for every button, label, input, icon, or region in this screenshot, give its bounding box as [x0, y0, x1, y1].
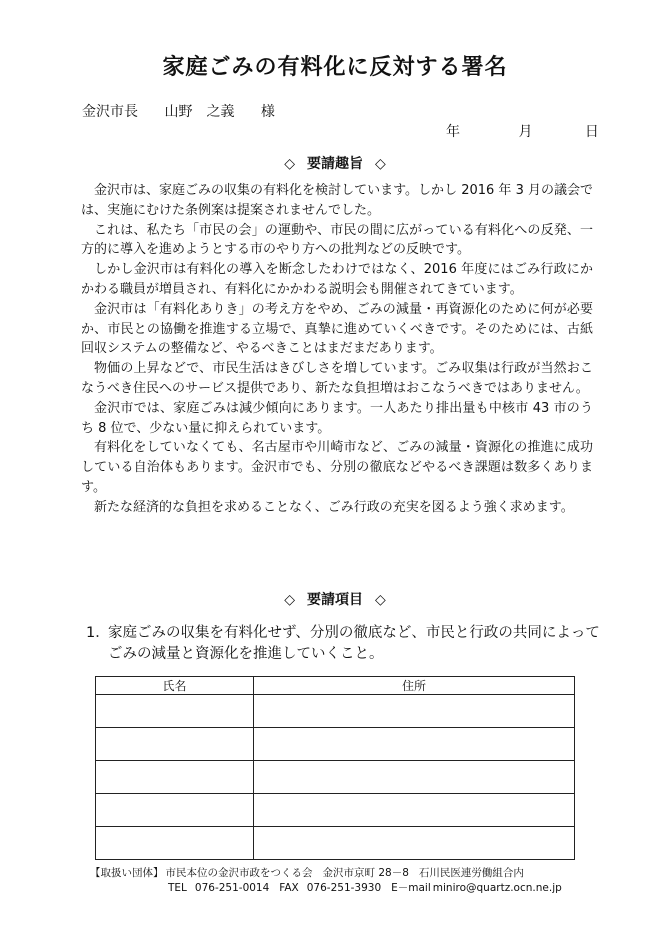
- fax-number: 076-251-3930: [306, 882, 382, 894]
- paragraph: 新たな経済的な負担を求めることなく、ごみ行政の充実を図るよう強く求めます。: [94, 499, 574, 515]
- address-cell[interactable]: [254, 761, 575, 794]
- addressee-honorific: 様: [260, 104, 275, 120]
- email-address: miniro@quartz.ocn.ne.jp: [432, 882, 562, 894]
- name-cell[interactable]: [96, 695, 254, 728]
- addressee-position: 金沢市長: [82, 104, 138, 120]
- name-cell[interactable]: [96, 728, 254, 761]
- date-day: 日: [584, 124, 599, 140]
- page-title: 家庭ごみの有料化に反対する署名: [162, 55, 508, 80]
- footer-org-sub: 石川民医連労働組合内: [418, 867, 524, 879]
- fax-label: FAX: [279, 882, 299, 894]
- table-header-row: [96, 677, 575, 695]
- section-heading-purpose: [0, 153, 670, 173]
- table-row: [96, 794, 575, 827]
- footer-label: 【取扱い団体】: [90, 867, 164, 879]
- tel-label: TEL: [168, 882, 187, 894]
- section-heading-requests: [0, 589, 670, 609]
- footer: [90, 866, 572, 896]
- footer-org: 市民本位の金沢市政をつくる会: [165, 867, 313, 879]
- section-title: 要請項目: [307, 592, 363, 608]
- email-label: E－mail: [391, 882, 431, 894]
- paragraph: これは、私たち「市民の会」の運動や、市民の間に広がっている有料化への反発、一方的に導入を進めようとする市のやり方への批判などの反映です。: [81, 222, 593, 258]
- section-title: 要請趣旨: [307, 156, 363, 172]
- name-cell[interactable]: [96, 761, 254, 794]
- request-number: 1．: [86, 625, 110, 641]
- paragraph: 物価の上昇などで、市民生活はきびしさを増しています。ごみ収集は行政が当然おこなうべき住民へのサービス提供であり、新たな負担増はおこなうべきではありません。: [81, 361, 593, 396]
- address-cell[interactable]: [254, 827, 575, 860]
- footer-row-contact: [168, 881, 572, 896]
- name-cell[interactable]: [96, 794, 254, 827]
- tel-number: 076-251-0014: [194, 882, 270, 894]
- diamond-icon: ◇: [375, 592, 386, 608]
- footer-address: 金沢市京町 28－8: [322, 867, 409, 879]
- paragraph: 有料化をしていなくても、名古屋市や川崎市など、ごみの減量・資源化の推進に成功している自治体もあります。金沢市でも、分別の徹底などやるべき課題は数多くあります。: [81, 440, 593, 495]
- name-cell[interactable]: [96, 827, 254, 860]
- column-header-name: 氏名: [96, 677, 254, 695]
- address-cell[interactable]: [254, 695, 575, 728]
- address-cell[interactable]: [254, 728, 575, 761]
- paragraph: 金沢市は、家庭ごみの収集の有料化を検討しています。しかし 2016 年 3 月の議会では、実施にむけた条例案は提案されませんでした。: [81, 183, 593, 218]
- paragraph: 金沢市では、家庭ごみは減少傾向にあります。一人あたり排出量も中核市 43 市のうち 8 位で、少ない量に抑えられています。: [81, 400, 593, 436]
- date-month: 月: [518, 124, 533, 140]
- table-row: [96, 761, 575, 794]
- signature-table: [95, 676, 575, 860]
- column-header-address: 住所: [254, 677, 575, 695]
- diamond-icon: ◇: [375, 156, 386, 172]
- diamond-icon: ◇: [284, 592, 295, 608]
- date-line: [446, 121, 599, 141]
- footer-row-org: [90, 866, 572, 881]
- date-year: 年: [446, 124, 460, 140]
- table-row: [96, 728, 575, 761]
- purpose-body: [81, 181, 593, 518]
- diamond-icon: ◇: [284, 156, 295, 172]
- address-cell[interactable]: [254, 794, 575, 827]
- paragraph: 金沢市は「有料化ありき」の考え方をやめ、ごみの減量・再資源化のために何が必要か、市民との協働を推進する立場で、真摯に進めていくべきです。そのためには、古紙回収システムの整備など、やるべきことはまだまだあります。: [81, 301, 593, 357]
- request-text: 家庭ごみの収集を有料化せず、分別の徹底など、市民と行政の共同によってごみの減量と資源化を推進していくこと。: [108, 625, 600, 662]
- paragraph: しかし金沢市は有料化の導入を断念したわけではなく、2016 年度にはごみ行政にかかわる職員が増員され、有料化にかかわる説明会も開催されてきています。: [81, 262, 593, 297]
- request-item: [86, 623, 606, 665]
- table-row: [96, 827, 575, 860]
- table-row: [96, 695, 575, 728]
- addressee-name: 山野 之義: [164, 104, 235, 120]
- addressee: [82, 101, 297, 121]
